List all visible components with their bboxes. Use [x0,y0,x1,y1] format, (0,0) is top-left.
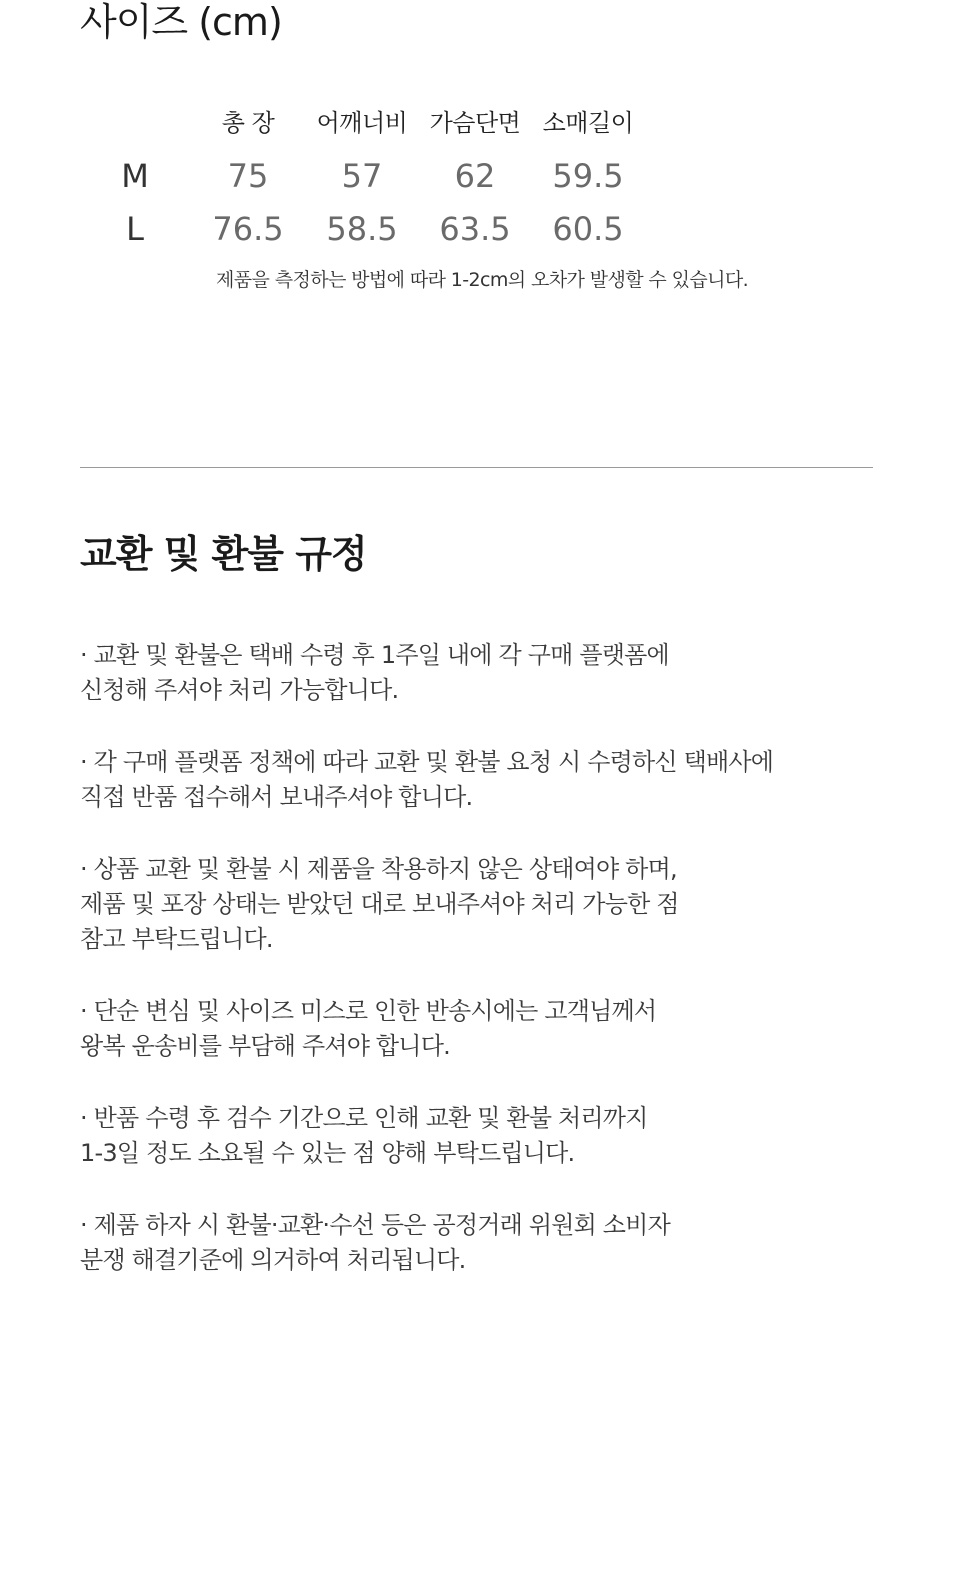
policy-list [80,638,880,1315]
header-total-length: 총 장 [221,109,275,137]
policy-line: 참고 부탁드립니다. [80,925,273,953]
l-total-length: 76.5 [212,210,284,248]
m-total-length: 75 [227,157,269,195]
m-shoulder-width: 57 [341,157,383,195]
policy-line: · 각 구매 플랫폼 정책에 따라 교환 및 환불 요청 시 수령하신 택배사에 [80,748,774,776]
policy-item [80,994,880,1064]
policy-line: · 교환 및 환불은 택배 수령 후 1주일 내에 각 구매 플랫폼에 [80,641,669,669]
header-sleeve-length: 소매길이 [542,109,634,137]
policy-section-title: 교환 및 환불 규정 [80,532,367,576]
l-sleeve-length: 60.5 [552,210,624,248]
policy-line: 왕복 운송비를 부담해 주셔야 합니다. [80,1032,450,1060]
policy-item [80,1101,880,1171]
measurement-note: 제품을 측정하는 방법에 따라 1-2cm의 오차가 발생할 수 있습니다. [216,269,749,291]
policy-line: 1-3일 정도 소요될 수 있는 점 양해 부탁드립니다. [80,1139,575,1167]
policy-line: · 상품 교환 및 환불 시 제품을 착용하지 않은 상태여야 하며, [80,855,677,883]
header-shoulder-width: 어깨너비 [316,109,408,137]
m-chest-width: 62 [454,157,496,195]
row-label-l: L [126,210,144,248]
policy-item [80,638,880,708]
policy-line: · 단순 변심 및 사이즈 미스로 인한 반송시에는 고객님께서 [80,997,657,1025]
l-shoulder-width: 58.5 [326,210,398,248]
policy-item [80,745,880,815]
policy-line: 신청해 주셔야 처리 가능합니다. [80,676,399,704]
size-table [0,0,960,300]
policy-line: · 제품 하자 시 환불·교환·수선 등은 공정거래 위원회 소비자 [80,1211,670,1239]
policy-item [80,852,880,957]
policy-line: 직접 반품 접수해서 보내주셔야 합니다. [80,783,473,811]
row-label-m: M [121,157,149,195]
header-chest-width: 가슴단면 [429,109,521,137]
size-section-title: 사이즈 (cm) [80,0,282,44]
policy-line: 분쟁 해결기준에 의거하여 처리됩니다. [80,1246,466,1274]
policy-item [80,1208,880,1278]
m-sleeve-length: 59.5 [552,157,624,195]
policy-line: 제품 및 포장 상태는 받았던 대로 보내주셔야 처리 가능한 점 [80,890,679,918]
section-divider [80,467,873,468]
l-chest-width: 63.5 [439,210,511,248]
policy-line: · 반품 수령 후 검수 기간으로 인해 교환 및 환불 처리까지 [80,1104,648,1132]
